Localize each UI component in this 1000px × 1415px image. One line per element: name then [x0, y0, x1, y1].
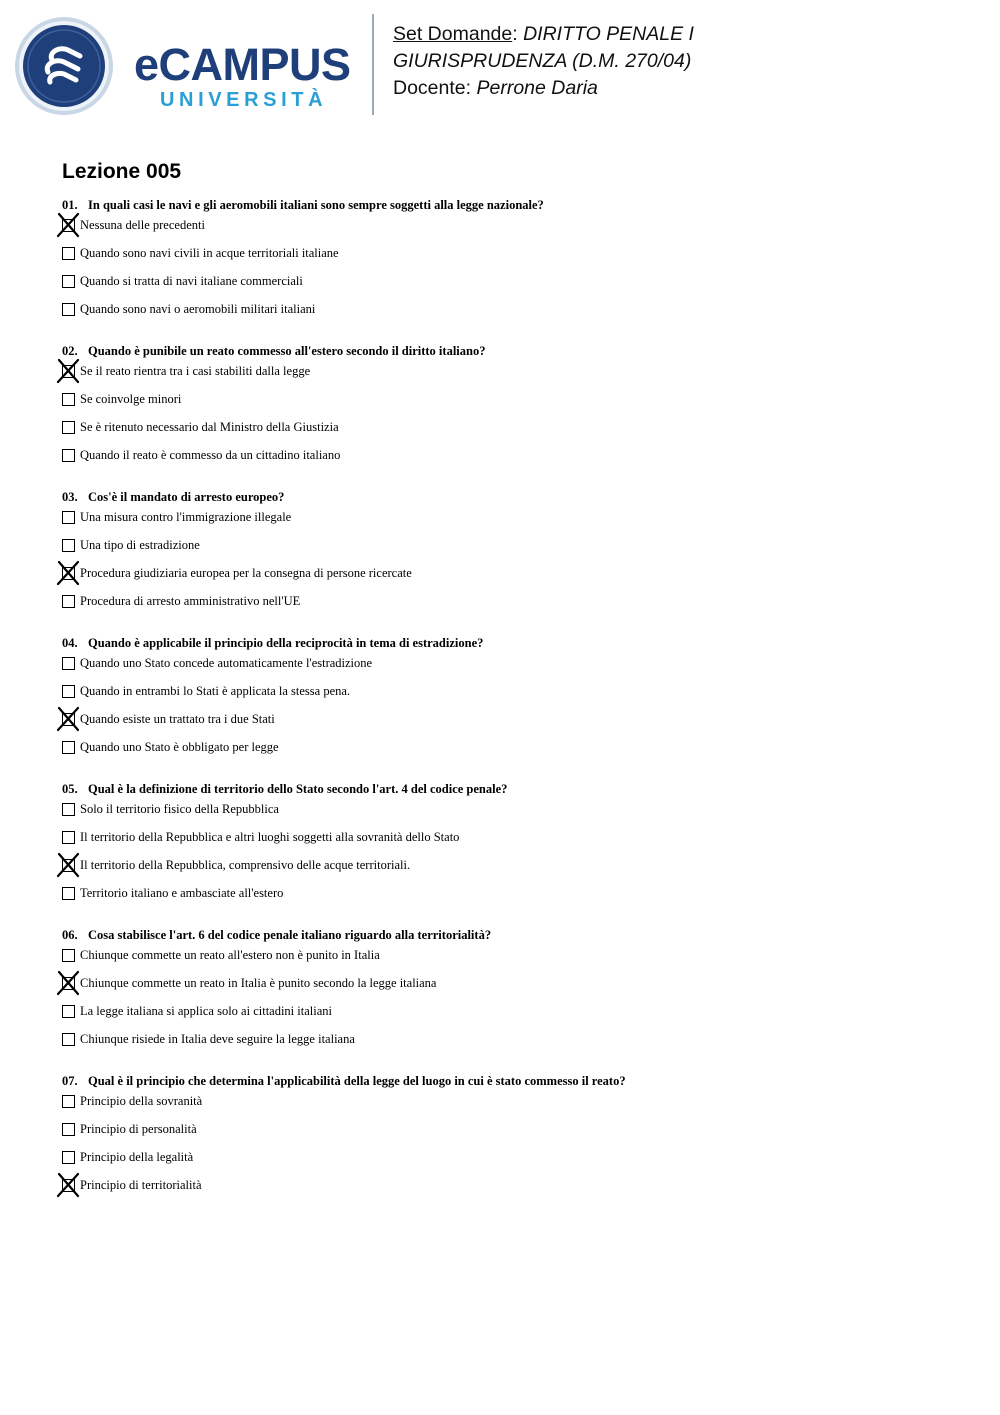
question-number: 07. [62, 1074, 78, 1088]
question-number: 01. [62, 198, 78, 212]
answer-label: Quando sono navi o aeromobili militari italiani [80, 302, 316, 316]
answer-option [62, 1000, 962, 1028]
answer-option [62, 590, 962, 618]
answer-option [62, 242, 962, 270]
checked-cross-icon [56, 852, 82, 878]
question [62, 781, 962, 910]
answer-option [62, 736, 962, 764]
course-degree: GIURISPRUDENZA (D.M. 270/04) [393, 50, 692, 72]
answer-checkbox[interactable] [62, 1123, 75, 1136]
question-text: Qual è la definizione di territorio dello Stato secondo l'art. 4 del codice penale? [88, 782, 508, 796]
question [62, 343, 962, 472]
answer-option [62, 944, 962, 972]
teacher-name: Perrone Daria [476, 77, 598, 99]
question [62, 489, 962, 618]
answer-checkbox[interactable] [62, 1005, 75, 1018]
answer-label: Se è ritenuto necessario dal Ministro della Giustizia [80, 420, 339, 434]
answer-label: Una misura contro l'immigrazione illegale [80, 510, 292, 524]
question-title [62, 635, 962, 652]
question-title [62, 197, 962, 214]
answer-option [62, 1090, 962, 1118]
answer-checkbox[interactable] [62, 887, 75, 900]
ecampus-logo-icon [14, 16, 114, 116]
answer-option [62, 214, 962, 242]
question-number: 04. [62, 636, 78, 650]
answer-checkbox[interactable] [62, 949, 75, 962]
answer-label: Solo il territorio fisico della Repubblica [80, 802, 279, 816]
header-info: Set Domande: DIRITTO PENALE I GIURISPRUDENZA (D.M. 270/04) Docente: Perrone Daria [393, 23, 694, 99]
question-list [62, 197, 962, 1219]
answer-option [62, 1028, 962, 1056]
answer-option [62, 506, 962, 534]
answer-checkbox[interactable] [62, 803, 75, 816]
question-text: Cos'è il mandato di arresto europeo? [88, 490, 285, 504]
answer-label: Principio di territorialità [80, 1178, 202, 1192]
question-title [62, 489, 962, 506]
question-text: Quando è applicabile il principio della reciprocità in tema di estradizione? [88, 636, 484, 650]
answer-checkbox[interactable] [62, 275, 75, 288]
answer-label: Chiunque risiede in Italia deve seguire la legge italiana [80, 1032, 355, 1046]
answer-option [62, 882, 962, 910]
question [62, 927, 962, 1056]
answer-option [62, 1174, 962, 1202]
question [62, 197, 962, 326]
answer-label: Principio della sovranità [80, 1094, 203, 1108]
logo-subtitle: UNIVERSITÀ [160, 89, 328, 111]
teacher-label: Docente [393, 77, 466, 99]
set-label: Set Domande [393, 23, 513, 45]
question-text: Cosa stabilisce l'art. 6 del codice penale italiano riguardo alla territorialità? [88, 928, 492, 942]
answer-checkbox[interactable] [62, 685, 75, 698]
answer-label: Procedura di arresto amministrativo nell'UE [80, 594, 301, 608]
answer-option [62, 444, 962, 472]
header-divider [372, 14, 374, 115]
answer-option [62, 298, 962, 326]
question-number: 05. [62, 782, 78, 796]
answer-label: Quando sono navi civili in acque territoriali italiane [80, 246, 339, 260]
answer-label: Nessuna delle precedenti [80, 218, 205, 232]
ecampus-wordmark [134, 39, 351, 112]
question-number: 02. [62, 344, 78, 358]
answer-option [62, 826, 962, 854]
question [62, 635, 962, 764]
checked-cross-icon [56, 706, 82, 732]
checked-cross-icon [56, 212, 82, 238]
answer-label: Territorio italiano e ambasciate all'estero [80, 886, 284, 900]
answer-label: Il territorio della Repubblica e altri luoghi soggetti alla sovranità dello Stato [80, 830, 460, 844]
answer-option [62, 270, 962, 298]
answer-label: Principio della legalità [80, 1150, 194, 1164]
answer-option [62, 388, 962, 416]
question-text: In quali casi le navi e gli aeromobili italiani sono sempre soggetti alla legge nazionale? [88, 198, 544, 212]
checked-cross-icon [56, 1172, 82, 1198]
answer-option [62, 708, 962, 736]
answer-label: Principio di personalità [80, 1122, 197, 1136]
answer-option [62, 360, 962, 388]
answer-option [62, 562, 962, 590]
lesson-title: Lezione 005 [62, 160, 182, 183]
question-text: Qual è il principio che determina l'applicabilità della legge del luogo in cui è stato commesso il reato? [88, 1074, 626, 1088]
answer-label: Quando il reato è commesso da un cittadino italiano [80, 448, 341, 462]
answer-option [62, 416, 962, 444]
answer-checkbox[interactable] [62, 449, 75, 462]
answer-checkbox[interactable] [62, 741, 75, 754]
answer-label: Quando uno Stato è obbligato per legge [80, 740, 279, 754]
answer-label: La legge italiana si applica solo ai cittadini italiani [80, 1004, 332, 1018]
checked-cross-icon [56, 358, 82, 384]
logo-word: eCAMPUS [134, 39, 351, 90]
answer-option [62, 1118, 962, 1146]
answer-label: Se il reato rientra tra i casi stabiliti dalla legge [80, 364, 311, 378]
answer-checkbox[interactable] [62, 1095, 75, 1108]
answer-label: Quando in entrambi lo Stati è applicata la stessa pena. [80, 684, 351, 698]
answer-checkbox[interactable] [62, 539, 75, 552]
answer-option [62, 680, 962, 708]
page-header [0, 0, 1000, 130]
answer-checkbox[interactable] [62, 421, 75, 434]
answer-label: Quando si tratta di navi italiane commerciali [80, 274, 303, 288]
answer-label: Quando uno Stato concede automaticamente l'estradizione [80, 656, 373, 670]
answer-label: Chiunque commette un reato in Italia è punito secondo la legge italiana [80, 976, 437, 990]
answer-label: Chiunque commette un reato all'estero non è punito in Italia [80, 948, 380, 962]
answer-option [62, 972, 962, 1000]
question-number: 06. [62, 928, 78, 942]
question-title [62, 781, 962, 798]
answer-option [62, 534, 962, 562]
answer-label: Procedura giudiziaria europea per la consegna di persone ricercate [80, 566, 412, 580]
answer-checkbox[interactable] [62, 1151, 75, 1164]
course-name: DIRITTO PENALE I [523, 23, 694, 45]
answer-checkbox[interactable] [62, 511, 75, 524]
answer-checkbox[interactable] [62, 831, 75, 844]
answer-checkbox[interactable] [62, 1033, 75, 1046]
checked-cross-icon [56, 970, 82, 996]
answer-label: Una tipo di estradizione [80, 538, 200, 552]
answer-checkbox[interactable] [62, 595, 75, 608]
answer-option [62, 1146, 962, 1174]
answer-label: Il territorio della Repubblica, comprensivo delle acque territoriali. [80, 858, 411, 872]
question-title [62, 1073, 962, 1090]
answer-checkbox[interactable] [62, 247, 75, 260]
answer-checkbox[interactable] [62, 303, 75, 316]
answer-option [62, 652, 962, 680]
answer-label: Se coinvolge minori [80, 392, 182, 406]
question-text: Quando è punibile un reato commesso all'estero secondo il diritto italiano? [88, 344, 486, 358]
question-title [62, 927, 962, 944]
question-title [62, 343, 962, 360]
answer-checkbox[interactable] [62, 657, 75, 670]
answer-label: Quando esiste un trattato tra i due Stati [80, 712, 275, 726]
checked-cross-icon [56, 560, 82, 586]
question-number: 03. [62, 490, 78, 504]
answer-checkbox[interactable] [62, 393, 75, 406]
question [62, 1073, 962, 1202]
answer-option [62, 854, 962, 882]
answer-option [62, 798, 962, 826]
